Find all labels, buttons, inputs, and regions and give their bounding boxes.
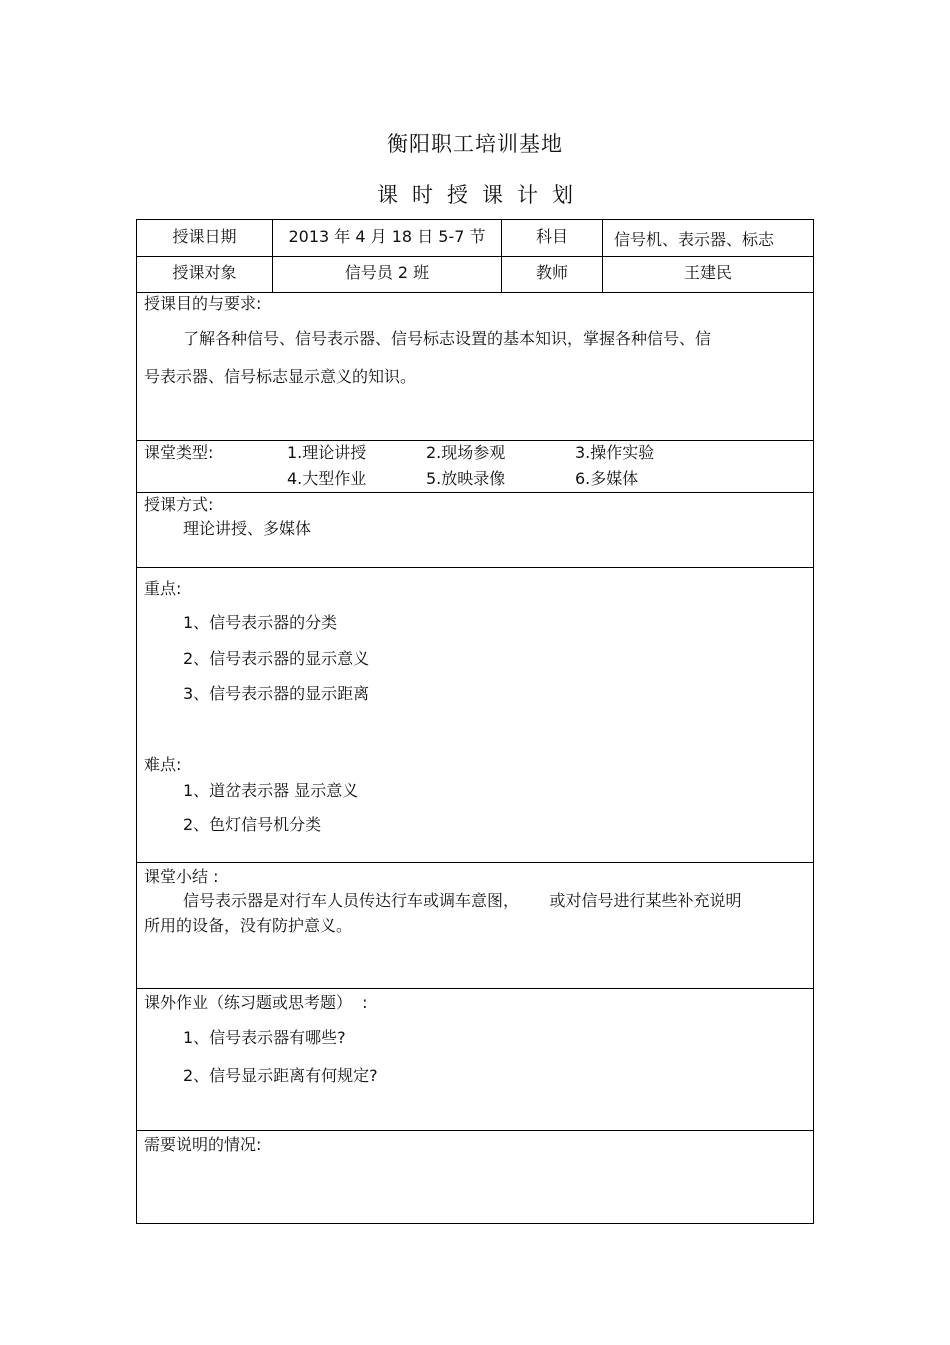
teacher-label: 教师 <box>535 263 568 282</box>
row-divider <box>136 862 814 863</box>
audience-value: 信号员 2 班 <box>344 263 430 282</box>
row-divider <box>136 440 814 441</box>
org-title: 衡阳职工培训基地 <box>387 132 563 156</box>
row-divider <box>136 492 814 493</box>
row-divider <box>136 256 814 257</box>
key-point-item: 3、信号表示器的显示距离 <box>183 684 370 703</box>
homework-item: 2、信号显示距离有何规定? <box>183 1066 378 1085</box>
document-title: 课时授课计划 <box>377 183 587 207</box>
class-type-label: 课堂类型: <box>144 443 214 462</box>
teacher-value: 王建民 <box>683 263 732 282</box>
difficulty-item: 2、色灯信号机分类 <box>183 815 322 834</box>
row-divider <box>136 292 814 293</box>
difficulties-label: 难点: <box>144 755 182 774</box>
difficulty-item: 1、道岔表示器 显示意义 <box>183 781 359 800</box>
class-type-option: 6.多媒体 <box>575 469 639 488</box>
subject-label: 科目 <box>535 227 568 246</box>
row-divider <box>136 567 814 568</box>
key-points-label: 重点: <box>144 579 182 598</box>
subject-value: 信号机、表示器、标志 <box>614 230 775 249</box>
goals-text-line: 号表示器、信号标志显示意义的知识。 <box>144 367 417 386</box>
homework-item: 1、信号表示器有哪些? <box>183 1028 346 1047</box>
class-type-option: 4.大型作业 <box>287 469 367 488</box>
class-type-option: 5.放映录像 <box>426 469 506 488</box>
method-value: 理论讲授、多媒体 <box>183 519 312 538</box>
goals-label: 授课目的与要求: <box>144 294 262 313</box>
class-type-option: 2.现场参观 <box>426 443 506 462</box>
date-value: 2013 年 4 月 18 日 5-7 节 <box>288 227 486 246</box>
summary-text-line: 所用的设备，没有防护意义。 <box>144 916 353 935</box>
goals-text-line: 了解各种信号、信号表示器、信号标志设置的基本知识，掌握各种信号、信 <box>183 329 712 348</box>
key-point-item: 1、信号表示器的分类 <box>183 613 338 632</box>
audience-label: 授课对象 <box>172 263 237 282</box>
summary-label: 课堂小结 : <box>144 867 219 886</box>
method-label: 授课方式: <box>144 495 214 514</box>
date-label: 授课日期 <box>172 227 237 246</box>
homework-label: 课外作业（练习题或思考题） : <box>144 993 368 1012</box>
class-type-option: 3.操作实验 <box>575 443 655 462</box>
row-divider <box>136 988 814 989</box>
key-point-item: 2、信号表示器的显示意义 <box>183 649 370 668</box>
class-type-option: 1.理论讲授 <box>287 443 367 462</box>
summary-text-line: 信号表示器是对行车人员传达行车或调车意图， 或对信号进行某些补充说明 <box>183 891 742 910</box>
row-divider <box>136 1130 814 1131</box>
notes-label: 需要说明的情况: <box>144 1135 262 1154</box>
